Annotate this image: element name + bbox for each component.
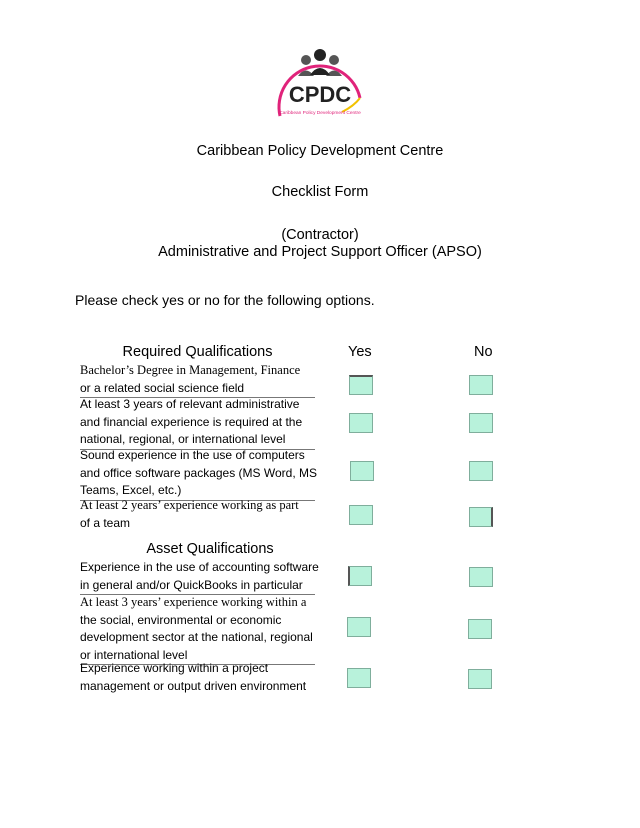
asset-item-2-yes-checkbox[interactable] bbox=[347, 617, 371, 637]
asset-item-3-yes-checkbox[interactable] bbox=[347, 668, 371, 688]
required-item-3-no-checkbox[interactable] bbox=[469, 461, 493, 481]
item-text: and office software packages (MS Word, MS bbox=[80, 465, 317, 480]
required-item-4-no-checkbox[interactable] bbox=[469, 507, 493, 527]
required-item-2-yes-checkbox[interactable] bbox=[349, 413, 373, 433]
form-title: Checklist Form bbox=[271, 184, 369, 200]
item-text: the social, environmental or economic bbox=[80, 612, 282, 627]
item-text: development sector at the national, regional bbox=[80, 630, 313, 644]
item-text: Bachelor’s Degree in Management, Finance bbox=[80, 363, 301, 377]
asset-item-1-yes-checkbox[interactable] bbox=[348, 566, 372, 586]
required-item-4-yes-checkbox[interactable] bbox=[349, 505, 373, 525]
required-item-2 bbox=[80, 396, 315, 450]
item-text: At least 2 years’ experience working as part bbox=[80, 498, 299, 512]
required-item-4 bbox=[80, 497, 315, 532]
item-text: Sound experience in the use of computers bbox=[80, 448, 305, 462]
item-text: At least 3 years’ experience working within a bbox=[80, 595, 307, 609]
item-text: in general and/or QuickBooks in particular bbox=[80, 577, 303, 592]
item-text: At least 3 years of relevant administrative bbox=[80, 397, 300, 411]
asset-qualifications-heading: Asset Qualifications bbox=[146, 541, 274, 557]
yes-column-heading: Yes bbox=[348, 344, 372, 360]
logo-wordmark: CPDC bbox=[288, 82, 352, 107]
item-text: or international level bbox=[80, 647, 188, 662]
item-text: and financial experience is required at the bbox=[80, 414, 303, 429]
asset-item-2 bbox=[80, 594, 315, 665]
asset-item-1-no-checkbox[interactable] bbox=[469, 567, 493, 587]
item-text: Experience working within a project bbox=[80, 661, 269, 675]
logo-tagline: Caribbean Policy Development Centre bbox=[279, 111, 361, 116]
required-item-1-yes-checkbox[interactable] bbox=[349, 375, 373, 395]
required-item-1-no-checkbox[interactable] bbox=[469, 375, 493, 395]
asset-item-2-no-checkbox[interactable] bbox=[468, 619, 492, 639]
item-text: Teams, Excel, etc.) bbox=[80, 483, 182, 497]
item-text: of a team bbox=[80, 515, 131, 530]
item-text: national, regional, or international level bbox=[80, 432, 286, 446]
item-text: management or output driven environment bbox=[80, 678, 307, 693]
cpdc-logo bbox=[272, 40, 368, 120]
required-item-2-no-checkbox[interactable] bbox=[469, 413, 493, 433]
role-type: (Contractor) bbox=[281, 227, 359, 243]
required-item-3 bbox=[80, 447, 315, 501]
asset-item-1 bbox=[80, 559, 319, 595]
item-text: Experience in the use of accounting software bbox=[80, 560, 319, 574]
asset-item-3-no-checkbox[interactable] bbox=[468, 669, 492, 689]
item-text: or a related social science field bbox=[80, 380, 245, 395]
required-qualifications-heading: Required Qualifications bbox=[122, 344, 273, 360]
required-item-3-yes-checkbox[interactable] bbox=[350, 461, 374, 481]
no-column-heading: No bbox=[474, 344, 493, 360]
org-name: Caribbean Policy Development Centre bbox=[196, 143, 444, 159]
required-item-1 bbox=[80, 362, 315, 398]
instructions: Please check yes or no for the following options. bbox=[75, 292, 375, 308]
position-title: Administrative and Project Support Officer (APSO) bbox=[158, 244, 482, 260]
asset-item-3 bbox=[80, 660, 315, 695]
